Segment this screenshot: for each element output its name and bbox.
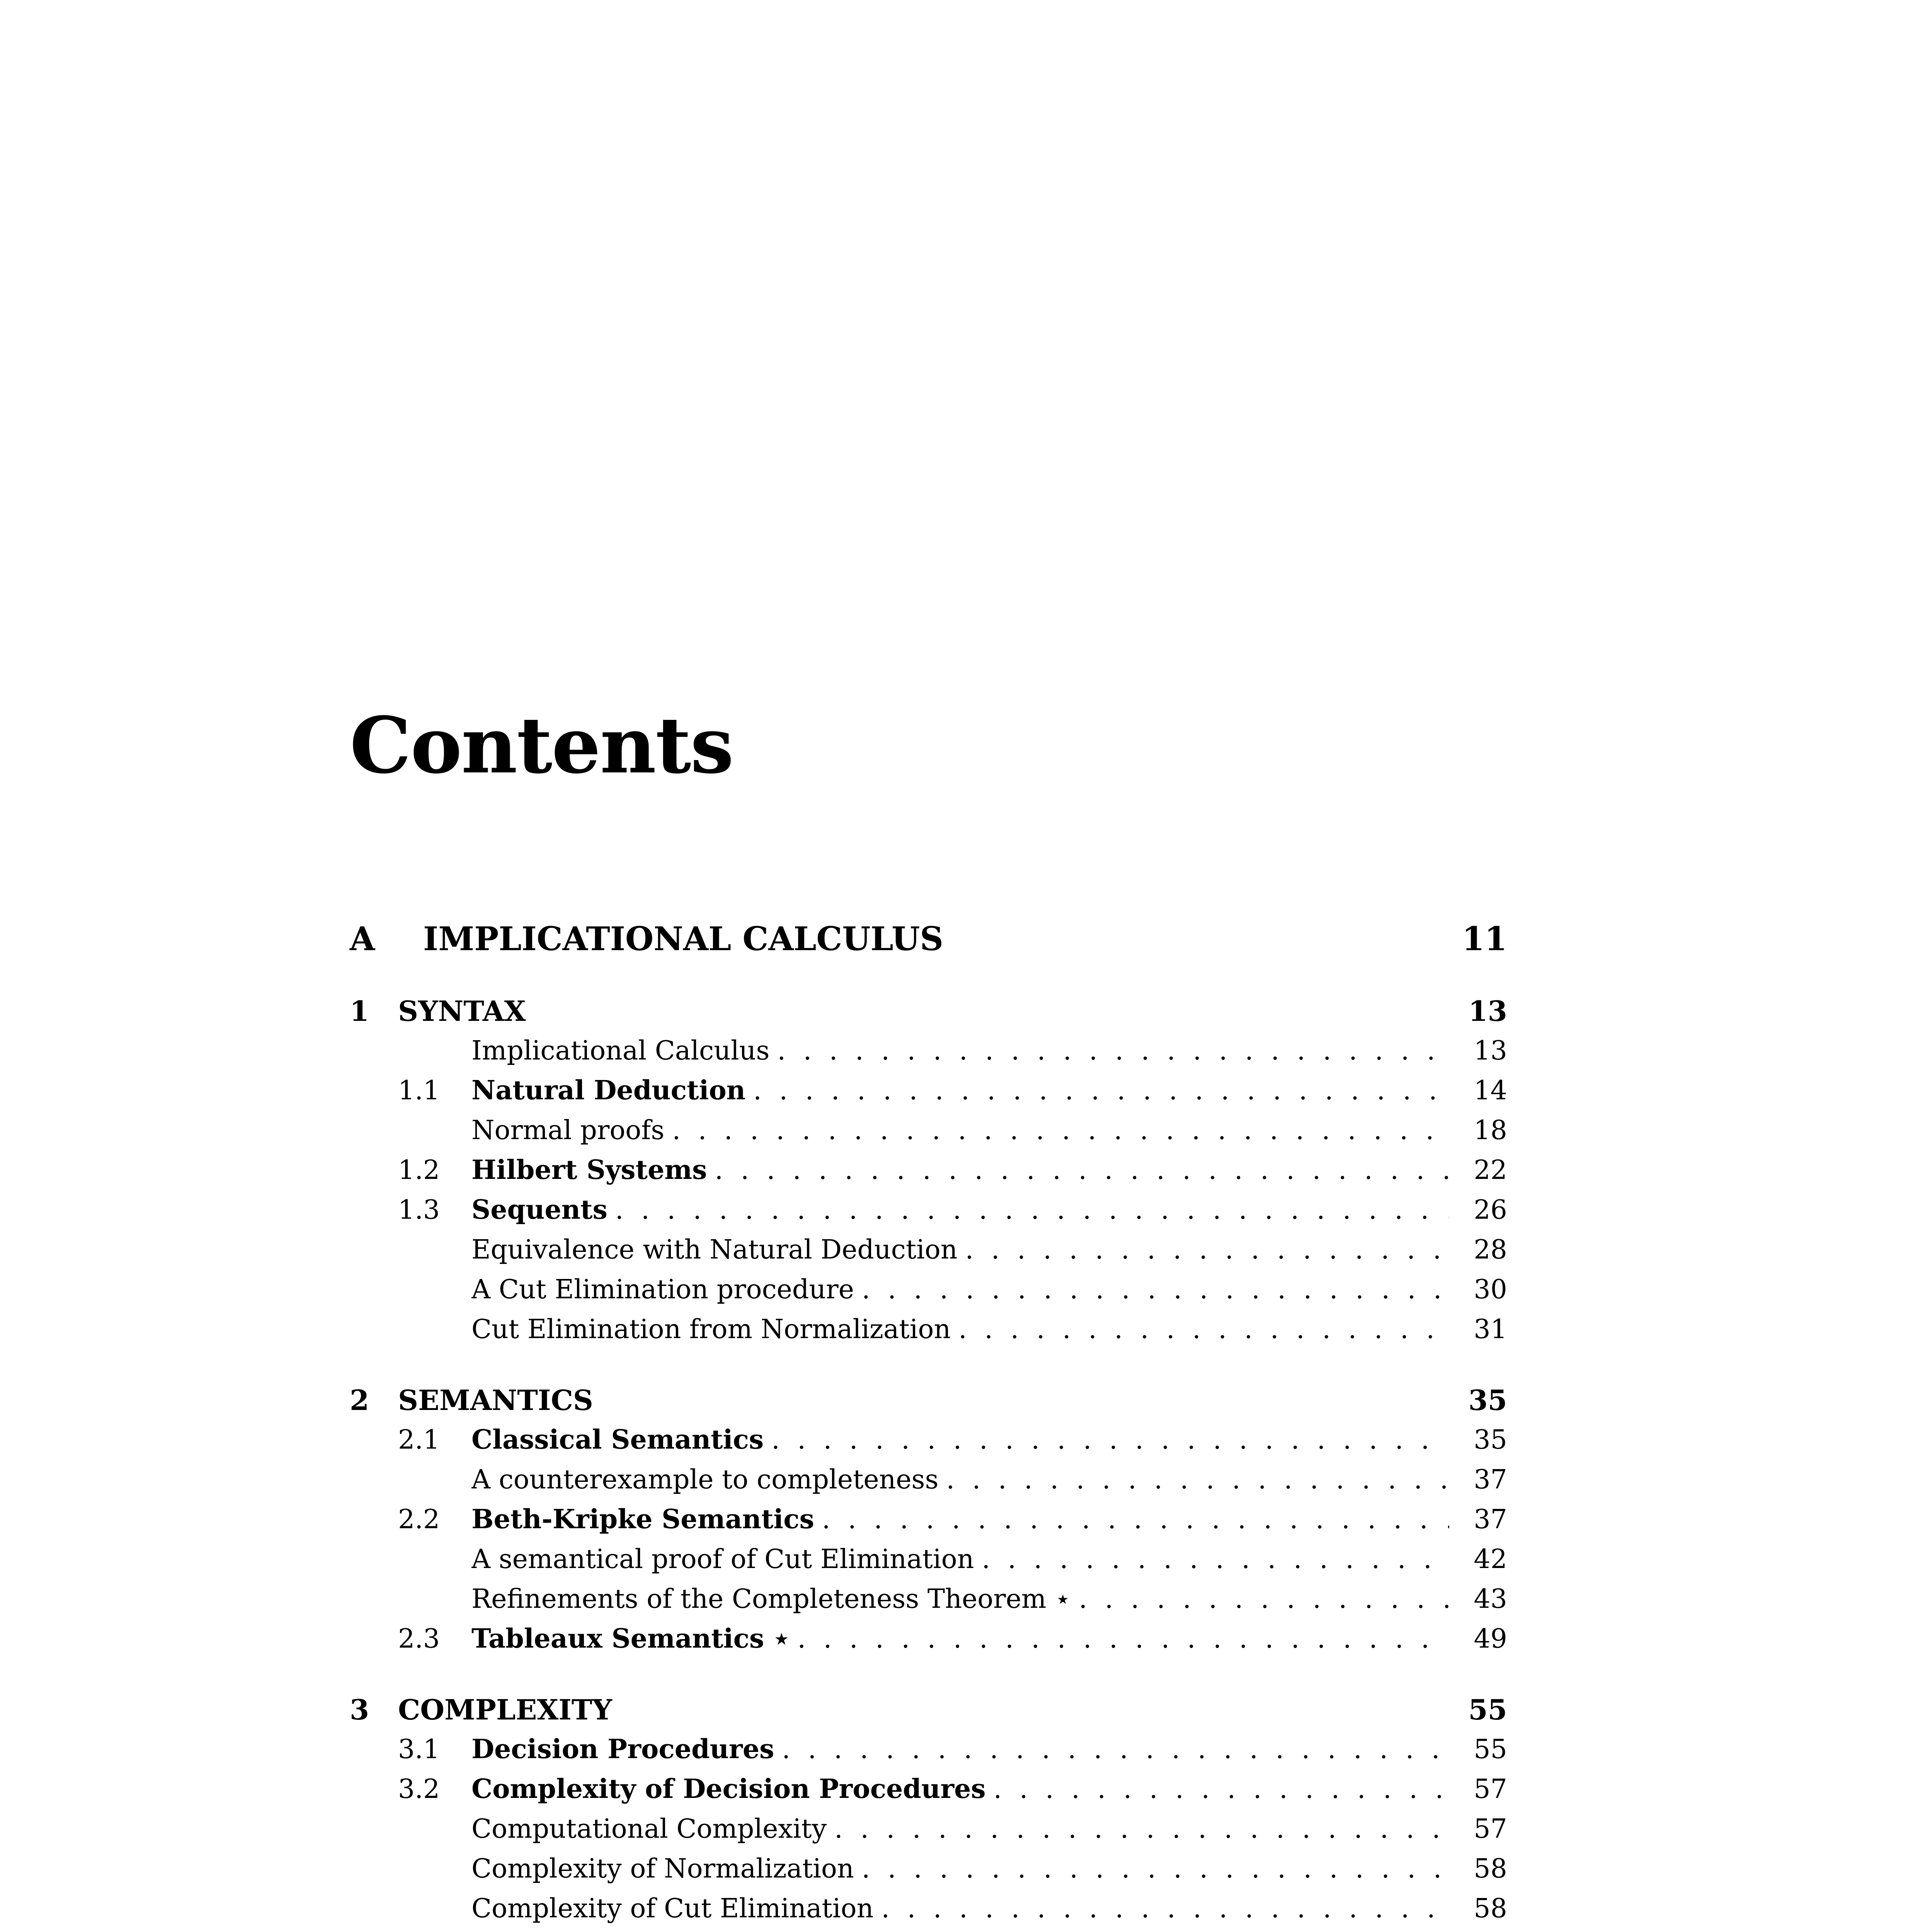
chapter-list [350,991,1507,1932]
chapter-title: COMPLEXITY [398,1693,612,1726]
subsection-title: Complexity of Normalization [471,1854,854,1884]
dot-leader [471,1230,1449,1270]
dot-leader [471,1310,1449,1349]
section-title: Hilbert Systems [471,1155,707,1185]
chapter-title: SYNTAX [398,995,526,1027]
subsection-title: Equivalence with Natural Deduction [471,1235,958,1265]
section-number: 1.1 [398,1075,440,1106]
dot-leader [471,1889,1449,1929]
dot-leader [471,1071,1449,1111]
section-number: 2.3 [398,1624,440,1654]
entry-page-number: 42 [1474,1544,1507,1575]
subsection-title: Normal proofs [471,1115,665,1146]
section-number: 1.2 [398,1155,440,1185]
subsection-entry[interactable] [350,1889,1507,1929]
dot-leader [471,1730,1449,1769]
dot-leader [471,1500,1449,1539]
chapter-number: 2 [350,1384,369,1417]
chapter-title: SEMANTICS [398,1384,593,1417]
entry-page-number: 37 [1474,1504,1507,1535]
subsection-title: Refinements of the Completeness Theorem ⋆ [471,1584,1071,1614]
subsection-entry[interactable] [350,1270,1507,1310]
dot-leader [471,1619,1449,1659]
entry-page-number: 26 [1474,1195,1507,1225]
section-entry[interactable] [350,1190,1507,1230]
subsection-title: Cut Elimination from Normalization [471,1314,951,1345]
entry-page-number: 49 [1474,1624,1507,1654]
entry-page-number: 57 [1474,1774,1507,1804]
entry-page-number: 55 [1474,1734,1507,1765]
chapter-page-number: 13 [1468,995,1507,1027]
section-title: Natural Deduction [471,1075,746,1106]
section-number: 1.3 [398,1195,440,1225]
part-entry[interactable] [350,910,1507,991]
subsection-entry[interactable] [350,1849,1507,1889]
entry-page-number: 28 [1474,1235,1507,1265]
section-title: Decision Procedures [471,1734,774,1765]
entry-page-number: 58 [1474,1893,1507,1924]
subsection-title: A Cut Elimination procedure [471,1274,854,1305]
chapter-entry[interactable] [350,1380,1507,1420]
subsection-entry[interactable] [350,1460,1507,1500]
section-entry[interactable] [350,1150,1507,1190]
section-entry[interactable] [350,1500,1507,1539]
dot-leader [471,1579,1449,1619]
chapter-entry[interactable] [350,991,1507,1031]
dot-leader [471,1460,1449,1500]
section-title: Complexity of Decision Procedures [471,1774,986,1804]
dot-leader [471,1420,1449,1460]
entry-page-number: 18 [1474,1115,1507,1146]
dot-leader [471,1809,1449,1849]
section-entry[interactable] [350,1769,1507,1809]
subsection-entry[interactable] [350,1539,1507,1579]
dot-leader [471,1031,1449,1071]
chapter-block [350,1380,1507,1659]
subsection-entry[interactable] [350,1111,1507,1150]
entry-page-number: 58 [1474,1854,1507,1884]
entry-page-number: 22 [1474,1155,1507,1185]
section-entry[interactable] [350,1420,1507,1460]
part-page-number: 11 [1462,920,1507,958]
section-title: Beth-Kripke Semantics [471,1504,814,1535]
chapter-number: 1 [350,995,369,1027]
section-title: Classical Semantics [471,1424,764,1455]
subsection-entry[interactable] [350,1809,1507,1849]
dot-leader [471,1539,1449,1579]
subsection-entry[interactable] [350,1031,1507,1071]
page-title: Contents [350,700,733,791]
dot-leader [471,1190,1449,1230]
entry-page-number: 57 [1474,1814,1507,1844]
part-title: IMPLICATIONAL CALCULUS [423,920,944,958]
entry-page-number: 30 [1474,1274,1507,1305]
entry-page-number: 35 [1474,1425,1507,1455]
subsection-entry[interactable] [350,1310,1507,1349]
section-entry[interactable] [350,1071,1507,1111]
subsection-title: A counterexample to completeness [471,1464,939,1495]
chapter-page-number: 35 [1468,1384,1507,1417]
subsection-entry[interactable] [350,1230,1507,1270]
entry-page-number: 43 [1474,1584,1507,1614]
chapter-page-number: 55 [1468,1693,1507,1726]
entry-page-number: 37 [1474,1464,1507,1495]
dot-leader [471,1769,1449,1809]
dot-leader [471,1111,1449,1150]
subsection-title: Computational Complexity [471,1814,827,1844]
section-title: Tableaux Semantics ⋆ [471,1623,790,1654]
chapter-entry[interactable] [350,1690,1507,1730]
entry-page-number: 14 [1474,1075,1507,1106]
entry-page-number: 13 [1474,1036,1507,1066]
chapter-block [350,991,1507,1349]
subsection-title: Implicational Calculus [471,1036,770,1066]
section-number: 2.2 [398,1504,440,1535]
subsection-entry[interactable] [350,1579,1507,1619]
section-title: Sequents [471,1194,607,1225]
entry-page-number: 31 [1474,1314,1507,1345]
chapter-block [350,1690,1507,1929]
chapter-number: 3 [350,1693,369,1726]
section-entry[interactable] [350,1730,1507,1769]
subsection-title: A semantical proof of Cut Elimination [471,1544,974,1575]
dot-leader [471,1270,1449,1310]
section-number: 2.1 [398,1425,440,1455]
subsection-title: Complexity of Cut Elimination [471,1893,874,1924]
part-number: A [350,920,375,958]
dot-leader [471,1150,1449,1190]
section-entry[interactable] [350,1619,1507,1659]
dot-leader [471,1849,1449,1889]
section-number: 3.2 [398,1774,440,1804]
table-of-contents [350,910,1507,1932]
section-number: 3.1 [398,1734,440,1765]
